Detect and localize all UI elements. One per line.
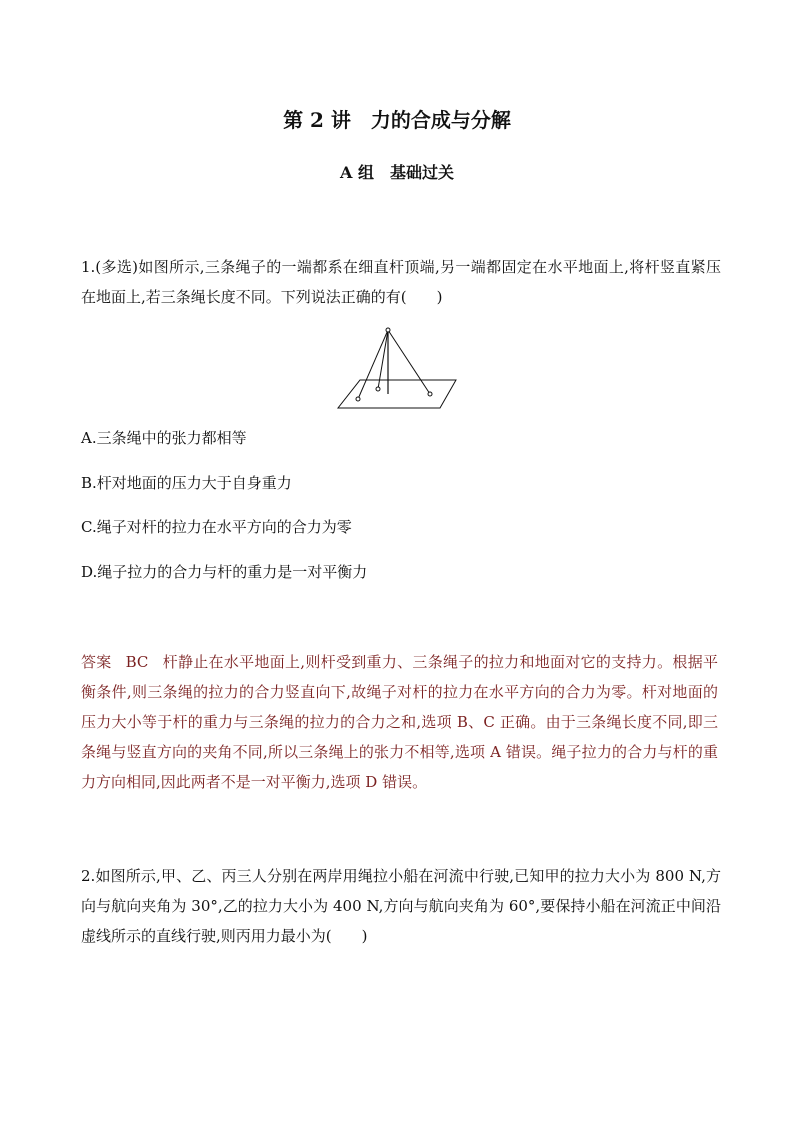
ground-plane — [338, 380, 456, 408]
option-b: B.杆对地面的压力大于自身重力 — [81, 474, 292, 492]
option-c: C.绳子对杆的拉力在水平方向的合力为零 — [81, 518, 352, 536]
answer-explanation: 杆静止在水平地面上,则杆受到重力、三条绳子的拉力和地面对它的支持力。根据平衡条件,则三条绳的拉力的合力竖直向下,故绳子对杆的拉力在水平方向的合力为零。杆对地面的压力大小等于杆的重力与三条绳的拉力的合力之和,选项 B、C 正确。由于三条绳长度不同,即三条绳与竖直方向的夹角不同,所以三条绳上的张力不相等,选项 A 错误。绳子拉力的合力与杆的重力方向相同,因此两者不是一对平衡力,选项 D 错误。 — [81, 653, 718, 791]
anchor-middle — [376, 387, 380, 391]
section-subtitle: A 组 基础过关 — [340, 163, 454, 182]
option-a: A.三条绳中的张力都相等 — [81, 429, 247, 447]
question-1-stem: 1.(多选)如图所示,三条绳子的一端都系在细直杆顶端,另一端都固定在水平地面上,将杆竖直紧压在地面上,若三条绳长度不同。下列说法正确的有( ) — [81, 258, 721, 306]
anchor-left — [356, 397, 360, 401]
answer-choice: BC — [125, 653, 149, 671]
option-d: D.绳子拉力的合力与杆的重力是一对平衡力 — [81, 563, 368, 581]
anchor-right — [428, 392, 432, 396]
answer-1-block — [81, 647, 718, 797]
pole-ropes-figure — [330, 322, 460, 414]
pole-top-knot — [386, 328, 390, 332]
answer-label: 答案 — [81, 653, 112, 671]
rope-left — [358, 330, 388, 399]
page-title: 第 2 讲 力的合成与分解 — [283, 108, 511, 132]
rope-right — [388, 330, 430, 394]
question-2-stem: 2.如图所示,甲、乙、丙三人分别在两岸用绳拉小船在河流中行驶,已知甲的拉力大小为 800 N,方向与航向夹角为 30°,乙的拉力大小为 400 N,方向与航向夹角为 60°,要保持小船在河流正中间沿虚线所示的直线行驶,则丙用力最小为( ) — [81, 867, 721, 945]
